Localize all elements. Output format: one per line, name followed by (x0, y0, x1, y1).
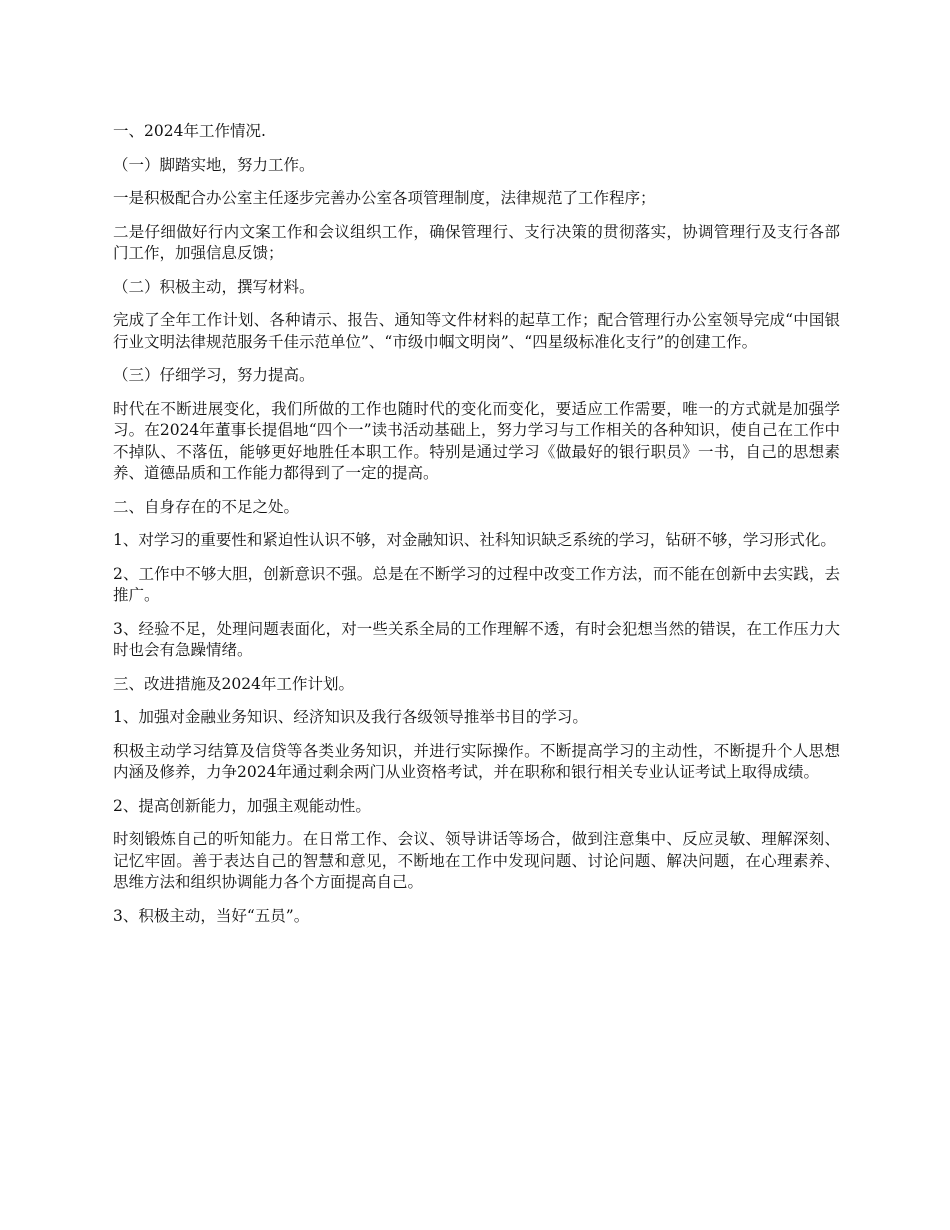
subheading-hard-work: （一）脚踏实地，努力工作。 (113, 155, 315, 174)
list-item: 3、经验不足，处理问题表面化，对一些关系全局的工作理解不透，有时会犯想当然的错误，在工作压力大时也会有急躁情绪。 (113, 619, 840, 659)
paragraph: 时代在不断进展变化，我们所做的工作也随时代的变化而变化，要适应工作需要，唯一的方式就是加强学习。在2024年董事长提倡地“四个一”读书活动基础上，努力学习与工作相关的各种知识，使自己在工作中不掉队、不落伍，能够更好地胜任本职工作。特别是通过学习《做最好的银行职员》一书，自己的思想素养、道德品质和工作能力都得到了一定的提高。 (113, 399, 840, 482)
list-item: 2、工作中不够大胆，创新意识不强。总是在不断学习的过程中改变工作方法，而不能在创新中去实践，去推广。 (113, 564, 840, 604)
list-item: 1、对学习的重要性和紧迫性认识不够，对金融知识、社科知识缺乏系统的学习，钻研不够，学习形式化。 (113, 531, 836, 549)
section-heading-shortcomings: 二、自身存在的不足之处。 (113, 497, 300, 516)
paragraph: 二是仔细做好行内文案工作和会议组织工作，确保管理行、支行决策的贯彻落实，协调管理行及支行各部门工作，加强信息反馈； (113, 222, 840, 262)
section-heading-work-summary: 一、2024年工作情况. (113, 122, 266, 140)
paragraph: 时刻锻炼自己的听知能力。在日常工作、会议、领导讲话等场合，做到注意集中、反应灵敏、理解深刻、记忆牢固。善于表达自己的智慧和意见，不断地在工作中发现问题、讨论问题、解决问题，在心理素养、思维方法和组织协调能力各个方面提高自己。 (113, 830, 840, 891)
subheading-writing-materials: （二）积极主动，撰写材料。 (113, 277, 315, 296)
paragraph: 一是积极配合办公室主任逐步完善办公室各项管理制度，法律规范了工作程序； (113, 189, 656, 207)
subheading-study: （三）仔细学习，努力提高。 (113, 366, 315, 384)
section-heading-improvement-plan: 三、改进措施及2024年工作计划。 (113, 674, 354, 693)
list-item: 1、加强对金融业务知识、经济知识及我行各级领导推举书目的学习。 (113, 708, 588, 726)
paragraph: 完成了全年工作计划、各种请示、报告、通知等文件材料的起草工作；配合管理行办公室领导完成“中国银行业文明法律规范服务千佳示范单位”、“市级巾帼文明岗”、“四星级标准化支行”的创建工作。 (113, 311, 840, 351)
paragraph: 积极主动学习结算及信贷等各类业务知识，并进行实际操作。不断提高学习的主动性，不断提升个人思想内涵及修养，力争2024年通过剩余两门从业资格考试，并在职称和银行相关专业认证考试上取得成绩。 (113, 741, 840, 781)
list-item: 3、积极主动，当好“五员”。 (113, 906, 310, 925)
document-body (113, 121, 840, 939)
list-item: 2、提高创新能力，加强主观能动性。 (113, 796, 371, 815)
